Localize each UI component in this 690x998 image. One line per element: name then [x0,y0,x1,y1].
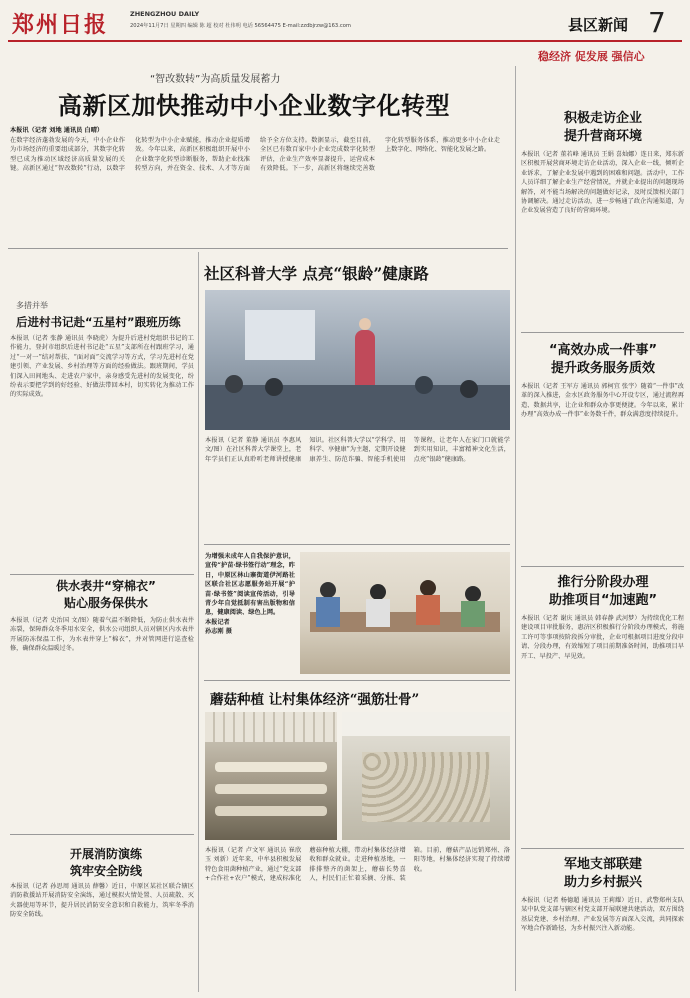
section-title: 县区新闻 [568,16,629,34]
left-kicker: 多措并举 [16,301,48,310]
classroom-photo [205,290,510,430]
center-divider-2 [204,680,510,681]
children-reading-photo [300,552,510,674]
right-article-1-body: 本报讯（记者 董若峰 通讯员 王娟 喜灿娜）连日来，郑东新区积极开展营商环境走访企业活动，深入企业一线，倾听企业诉求，了解企业发展中遇到的困难和问题。活动中，工作人员详细了解企业生产经营情况，并就企业提出的问题现场解答，对不能当场解决的问题做好记录，及时反馈相关部门协调解决。通过走访活动，进一步畅通了政企沟通渠道，为企业发展营造了良好的营商环境。 [521,151,684,215]
left-article-2-title: 供水表井“穿棉衣” 贴心服务保供水 [56,579,156,610]
lead-divider [8,248,508,249]
right-article-1-title: 积极走访企业 提升营商环境 [563,111,642,144]
left-divider-2 [10,834,194,835]
right-divider-3 [521,848,684,849]
newspaper-en-title: ZHENGZHOU DAILY [130,10,200,18]
lead-kicker: “智改数转”为高质量发展蓄力 [150,74,281,85]
center-article-2-title: 蘑菇种植 让村集体经济“强筋壮骨” [210,692,420,708]
masthead [0,0,690,68]
lead-byline: 本报讯（记者 刘地 通讯员 白晴） [10,127,104,134]
center-article-1-body: 本报讯（记者 董静 通讯员 李惠风 文/图）在社区科普大学课堂上，老年学员们正认真聆听老师讲授健康知识。社区科普大学以“学科学、用科学、享健康”为主题，定期开设健康养生、防范诈骗、智能手机使用等课程，让老年人在家门口就能学到实用知识，丰富精神文化生活，点亮“银龄”健康路。 [205,437,510,463]
left-article-2-body: 本报讯（记者 史治国 文/图）随着气温不断降低，为防止供水表井冻裂，保障群众冬季用水安全，供水公司组织人员对辖区内水表井开展防冻保温工作，为水表井穿上“棉衣”，并对管网进行巡查检修，确保群众温暖过冬。 [10,617,194,653]
mushroom-greenhouse-photo [205,712,337,840]
date-line: 2024年11月7日 星期四 编辑 陈 超 校对 杜伟明 电话 56564475 E-mail:zzdbjrzw@163.com [130,23,351,29]
lead-headline: 高新区加快推动中小企业数字化转型 [58,91,450,120]
center-article-1-title: 社区科普大学 点亮“银龄”健康路 [204,264,429,283]
right-article-2-title: “高效办成一件事” 提升政务服务质效 [548,343,658,376]
left-divider-1 [10,574,194,575]
right-divider-1 [521,332,684,333]
right-article-4-body: 本报讯（记者 杨德超 通讯员 王莉耀）近日，武警郑州支队某中队党支部与辖区村党支部开展联建共建活动，双方围绕基层党建、乡村治理、产业发展等方面深入交流，共同探索军地合作新路径，为乡村振兴注入新动能。 [521,897,684,933]
left-article-3-title: 开展消防演练 筑牢安全防线 [69,847,142,878]
newspaper-logo: 郑州日报 [12,12,109,38]
right-article-3-title: 推行分阶段办理 助推项目“加速跑” [548,575,658,608]
masthead-rule [8,40,682,42]
right-article-3-body: 本报讯（记者 谢庆 通讯员 韩春静 武河梦）为持续优化工程建设项目审批服务，惠济区积极推行分阶段办理模式，将施工许可等事项按阶段拆分审批，企业可根据项目进度分段申请、分段办理，有效缩短了项目前期准备时间，助推项目早开工、早投产、早见效。 [521,615,684,660]
left-column-divider [198,252,199,992]
center-article-2-body: 本报讯（记者 卢文军 通讯员 崔欣玉 刘新）近年来，中牟县积极发展特色食用菌种植产业，通过“党支部+合作社+农户”模式，建成标准化蘑菇种植大棚，带动村集体经济增收和群众就业。走进种植基地，一排排整齐的菌架上，蘑菇长势喜人，村民们正忙着采摘、分拣、装箱。目前，蘑菇产品远销郑州、洛阳等地，村集体经济实现了持续增收。 [205,847,510,883]
mushroom-harvest-photo [342,712,510,840]
center-divider-1 [204,544,510,545]
right-column-divider [515,66,516,991]
left-article-3-body: 本报讯（记者 孙思周 通讯员 薛馨）近日，中原区某社区联合辖区消防救援站开展消防安全演练，通过模拟火情处置、人员疏散、灭火器使用等环节，提升居民消防安全意识和自救能力，筑牢冬季消防安全防线。 [10,883,194,919]
center-photo-caption: 为增强未成年人自我保护意识，宣传“护苗·绿书签行动”理念，昨日，中原区林山寨街道伊河路社区联合社区志愿服务站开展“护苗·绿书签”阅读宣传活动，引导青少年自觉抵制有害出版物和信息，健康阅读、绿色上网。 本报记者 孙志刚 摄 [205,553,295,636]
left-article-1-title: 后进村书记赴“五星村”跟班历练 [16,315,181,329]
lead-body: 在数字经济蓬勃发展的今天，中小企业作为市场经济的重要组成部分，其数字化转型已成为推动区域经济高质量发展的关键。高新区通过“智改数转”行动，以数字化转型为中小企业赋能，推动企业提质增效。今年以来，高新区积极组织开展中小企业数字化转型诊断服务，帮助企业找准转型方向，并在资金、技术、人才等方面给予全方位支持。数据显示，截至目前，全区已有数百家中小企业完成数字化转型评估，企业生产效率显著提升，运营成本有效降低。下一步，高新区将继续完善数字化转型服务体系，推动更多中小企业走上数字化、网络化、智能化发展之路。 [10,137,500,173]
left-article-1-body: 本报讯（记者 张静 通讯员 李晓虎）为提升后进村党组织书记的工作能力，登封市组织后进村书记赴“五星”支部所在村跟班学习，通过“一对一”结对帮扶、“面对面”交流学习等方式，学习先进村在党建引领、产业发展、乡村治理等方面的经验做法。跟班期间，学员们深入田间地头、走进农户家中，亲身感受先进村的发展变化，纷纷表示要把学到的好经验、好做法带回本村，切实转化为推动工作的实际成效。 [10,335,194,399]
right-divider-2 [521,566,684,567]
page-number: 7 [648,6,666,39]
right-article-2-body: 本报讯（记者 王军方 通讯员 郭柯宜 张宇）随着“一件事”改革的深入推进，金水区政务服务中心开设专区，通过流程再造、数据共享，让企业和群众办事更便捷。今年以来，累计办理“高效办成一件事”业务数千件，群众满意度持续提升。 [521,383,684,419]
right-article-4-title: 军地支部联建 助力乡村振兴 [563,857,642,890]
slogan: 稳经济 促发展 强信心 [538,50,645,63]
